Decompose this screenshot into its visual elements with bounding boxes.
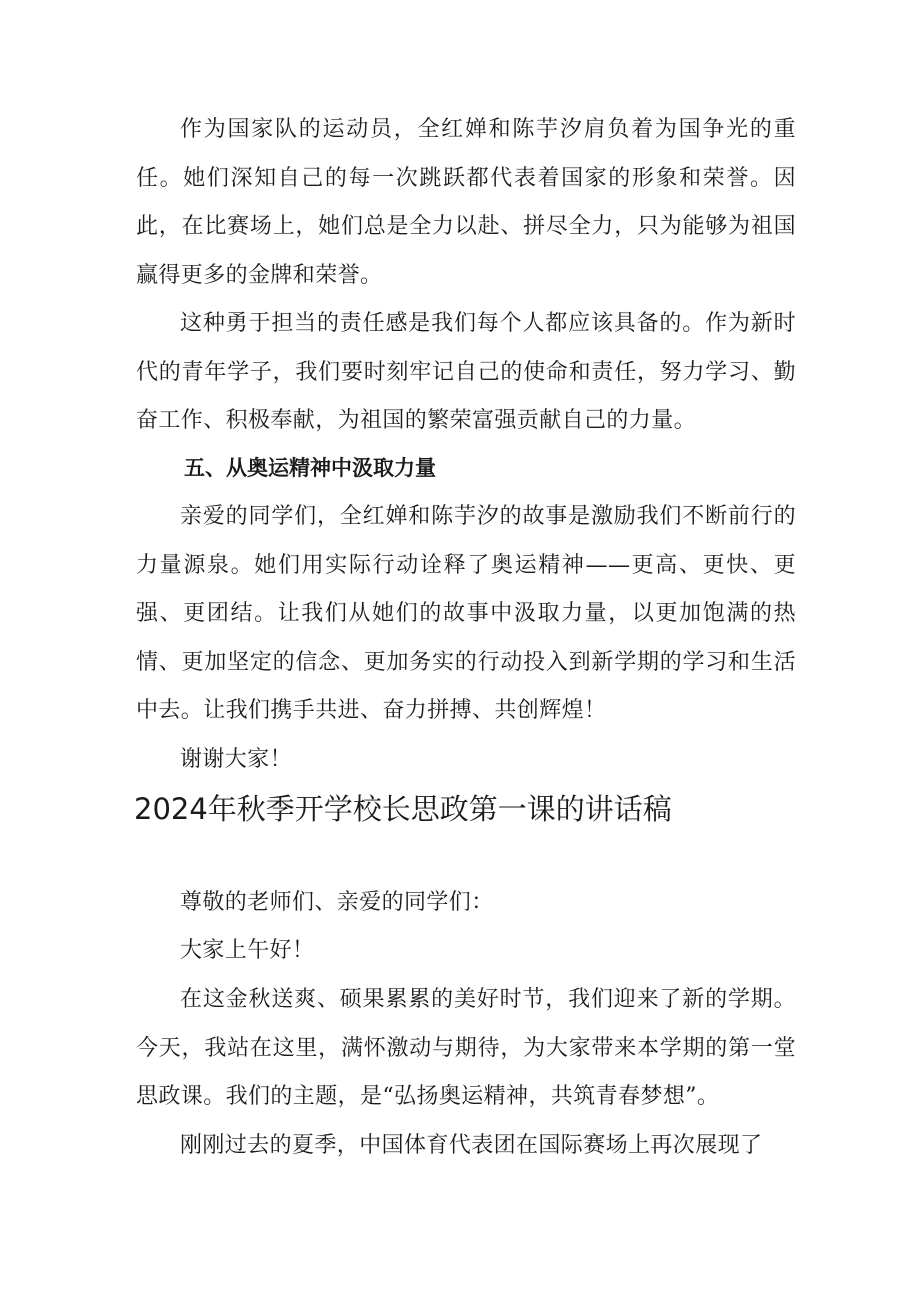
paragraph-olympic-spirit: 亲爱的同学们，全红婵和陈芋汐的故事是激励我们不断前行的力量源泉。她们用实际行动诠释了奥运精神——更高、更快、更强、更团结。让我们从她们的故事中汲取力量，以更加饱满的热情、更加坚定的信念、更加务实的行动投入到新学期的学习和生活中去。让我们携手共进、奋力拼搏、共创辉煌！: [136, 504, 796, 723]
speech-title: 2024年秋季开学校长思政第一课的讲话稿: [134, 792, 672, 826]
paragraph-youth-duty: 这种勇于担当的责任感是我们每个人都应该具备的。作为新时代的青年学子，我们要时刻牢记自己的使命和责任，努力学习、勤奋工作、积极奉献，为祖国的繁荣富强贡献自己的力量。: [136, 311, 796, 433]
paragraph-responsibility: 作为国家队的运动员，全红婵和陈芋汐肩负着为国争光的重任。她们深知自己的每一次跳跃都代表着国家的形象和荣誉。因此，在比赛场上，她们总是全力以赴、拼尽全力，只为能够为祖国赢得更多的金牌和荣誉。: [136, 117, 796, 288]
paragraph-thanks: 谢谢大家！: [180, 747, 293, 772]
paragraph-summer: 刚刚过去的夏季，中国体育代表团在国际赛场上再次展现了: [180, 1133, 763, 1158]
paragraph-greeting: 大家上午好！: [180, 938, 315, 963]
paragraph-salutation: 尊敬的老师们、亲爱的同学们：: [180, 890, 494, 915]
section-heading: 五、从奥运精神中汲取力量: [184, 456, 436, 480]
paragraph-new-semester: 在这金秋送爽、硕果累累的美好时节，我们迎来了新的学期。今天，我站在这里，满怀激动与期待，为大家带来本学期的第一堂思政课。我们的主题，是“弘扬奥运精神，共筑青春梦想”。: [136, 987, 796, 1109]
